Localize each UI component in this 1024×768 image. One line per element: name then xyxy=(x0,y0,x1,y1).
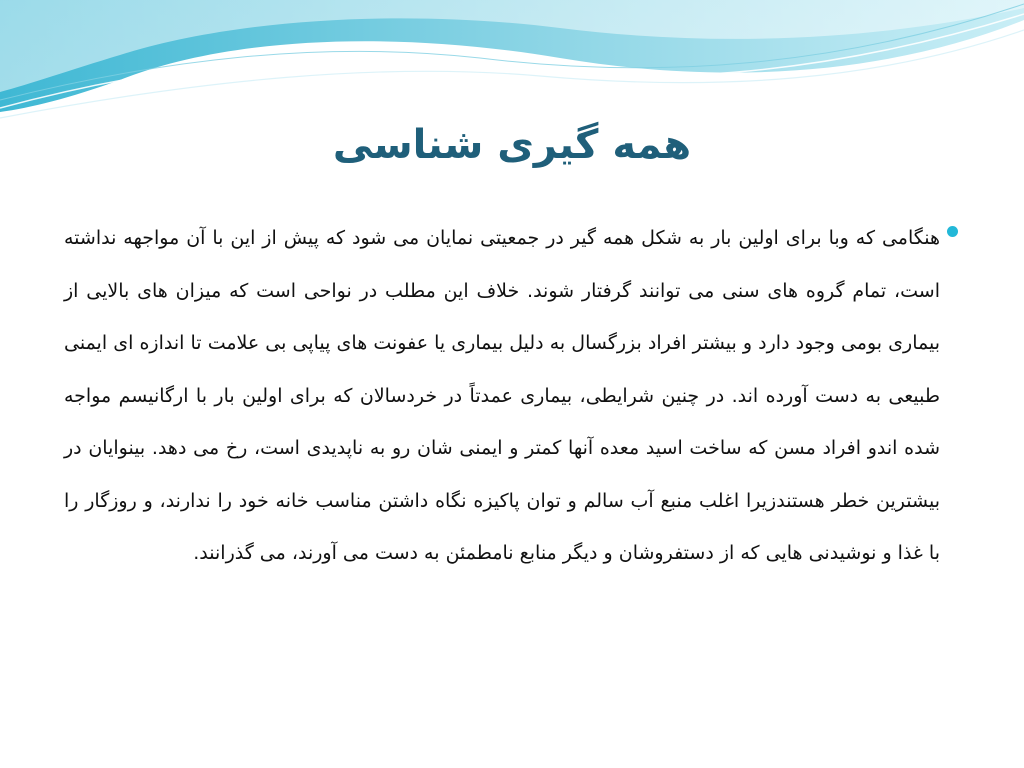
slide-title: همه گیری شناسی xyxy=(332,121,692,168)
bullet-dot-icon xyxy=(947,226,958,237)
wave-header-decoration xyxy=(0,0,1024,130)
bullet-list xyxy=(64,212,940,580)
bullet-paragraph: هنگامی که وبا برای اولین بار به شکل همه گیر در جمعیتی نمایان می شود که پیش از این با آن مواجهه نداشته است، تمام گروه های سنی می توانند گرفتار شوند. خلاف این مطلب در نواحی است که میزان های بالایی از بیماری بومی وجود دارد و بیشتر افراد بزرگسال به دلیل بیماری یا عفونت های پیاپی بی علامت تا اندازه ای ایمنی طبیعی به دست آورده اند. در چنین شرایطی، بیماری عمدتاً در خردسالان که برای اولین بار با ارگانیسم مواجه شده اندو افراد مسن که ساخت اسید معده آنها کمتر و ایمنی شان رو به ناپدیدی است، رخ می دهد. بینوایان در بیشترین خطر هستندزیرا اغلب منبع آب سالم و توان پاکیزه نگاه داشتن مناسب خانه خود را ندارند، و روزگار را با غذا و نوشیدنی هایی که از دستفروشان و دیگر منابع نامطمئن به دست می آورند، می گذرانند. xyxy=(64,227,940,564)
